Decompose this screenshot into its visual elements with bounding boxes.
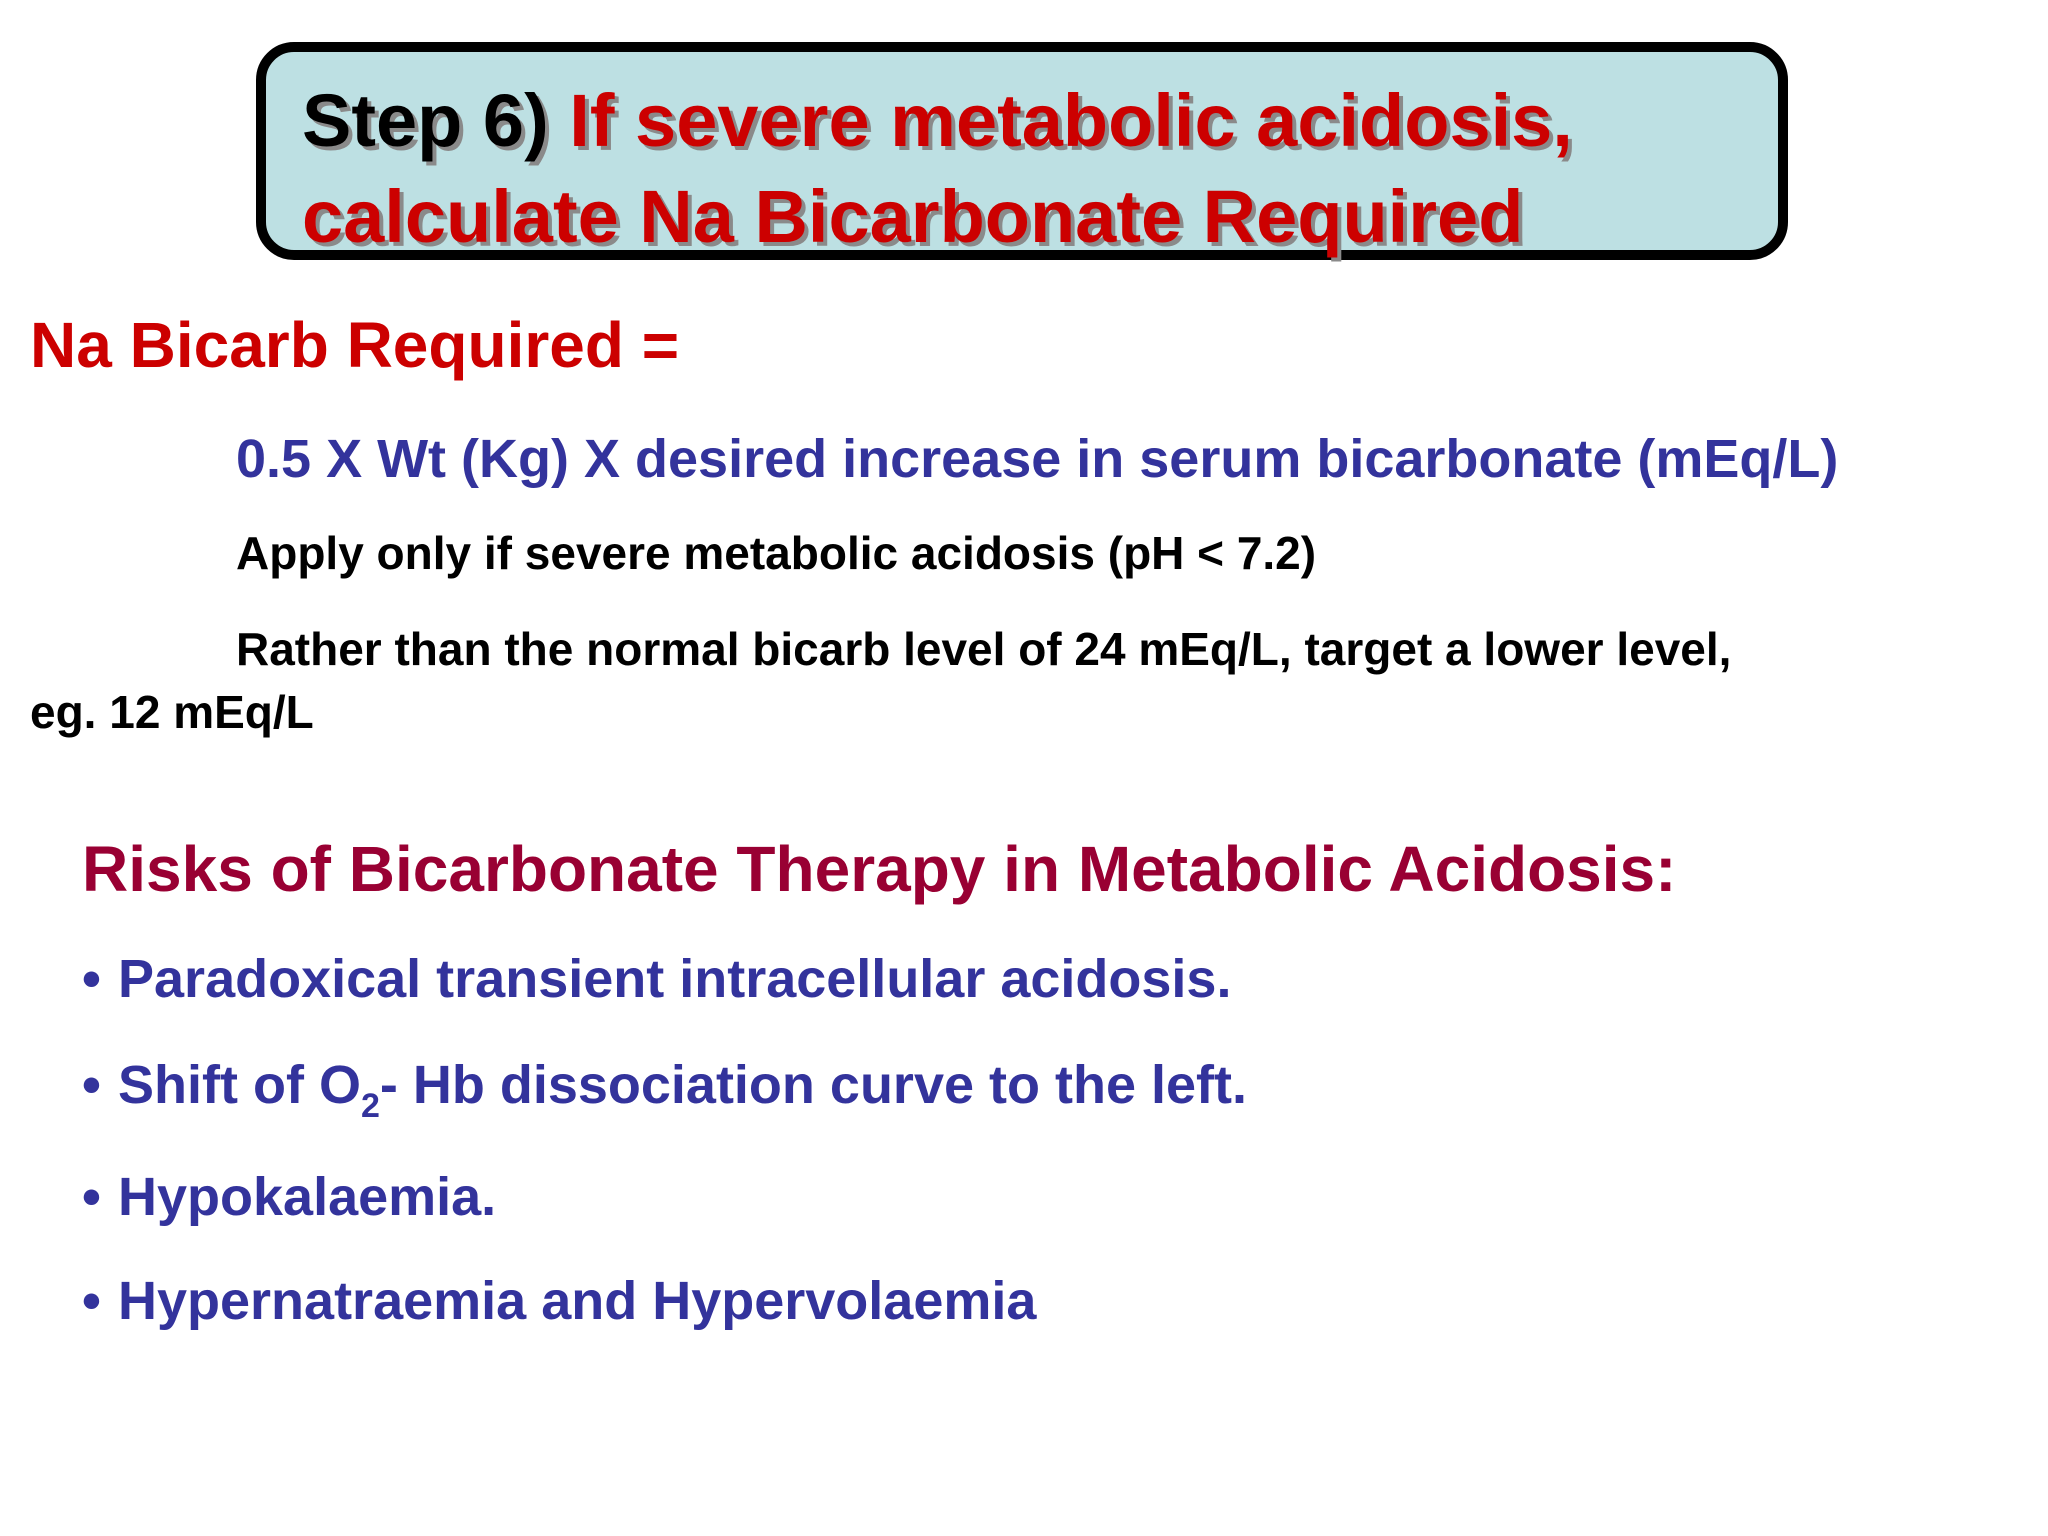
note-target-line-2: eg. 12 mEq/L <box>30 686 314 738</box>
risk-item <box>82 1166 496 1228</box>
note-target-line-1: Rather than the normal bicarb level of 24 mEq/L, target a lower level, <box>236 623 1732 675</box>
subscript: 2 <box>360 1087 380 1125</box>
title-line-2 <box>302 175 1524 258</box>
note-ph: Apply only if severe metabolic acidosis (pH < 7.2) <box>236 527 1317 579</box>
equation-heading: Na Bicarb Required = <box>30 309 680 381</box>
step-label: Step 6) <box>302 79 549 162</box>
formula: 0.5 X Wt (Kg) X desired increase in serum bicarbonate (mEq/L) <box>236 429 1839 489</box>
bullet-icon: • <box>82 949 101 1009</box>
bullet-icon: • <box>82 1271 101 1331</box>
risk-text: Hypernatraemia and Hypervolaemia <box>118 1271 1037 1331</box>
risks-heading: Risks of Bicarbonate Therapy in Metabolic Acidosis: <box>82 833 1677 905</box>
risk-text: Paradoxical transient intracellular acidosis. <box>118 949 1232 1009</box>
title-line-1 <box>302 79 1573 162</box>
title-red-2: calculate Na Bicarbonate Required <box>302 175 1524 258</box>
risk-item <box>82 1054 1247 1125</box>
risk-text: Hypokalaemia. <box>118 1167 497 1227</box>
risk-item <box>82 948 1231 1010</box>
title-red-1: If severe metabolic acidosis, <box>569 79 1573 162</box>
risk-text-post: - Hb dissociation curve to the left. <box>379 1055 1247 1115</box>
bullet-icon: • <box>82 1167 101 1227</box>
title-box <box>256 42 1788 260</box>
risk-text-pre: Shift of O <box>118 1055 361 1115</box>
bullet-icon: • <box>82 1055 101 1115</box>
risk-item <box>82 1270 1036 1332</box>
